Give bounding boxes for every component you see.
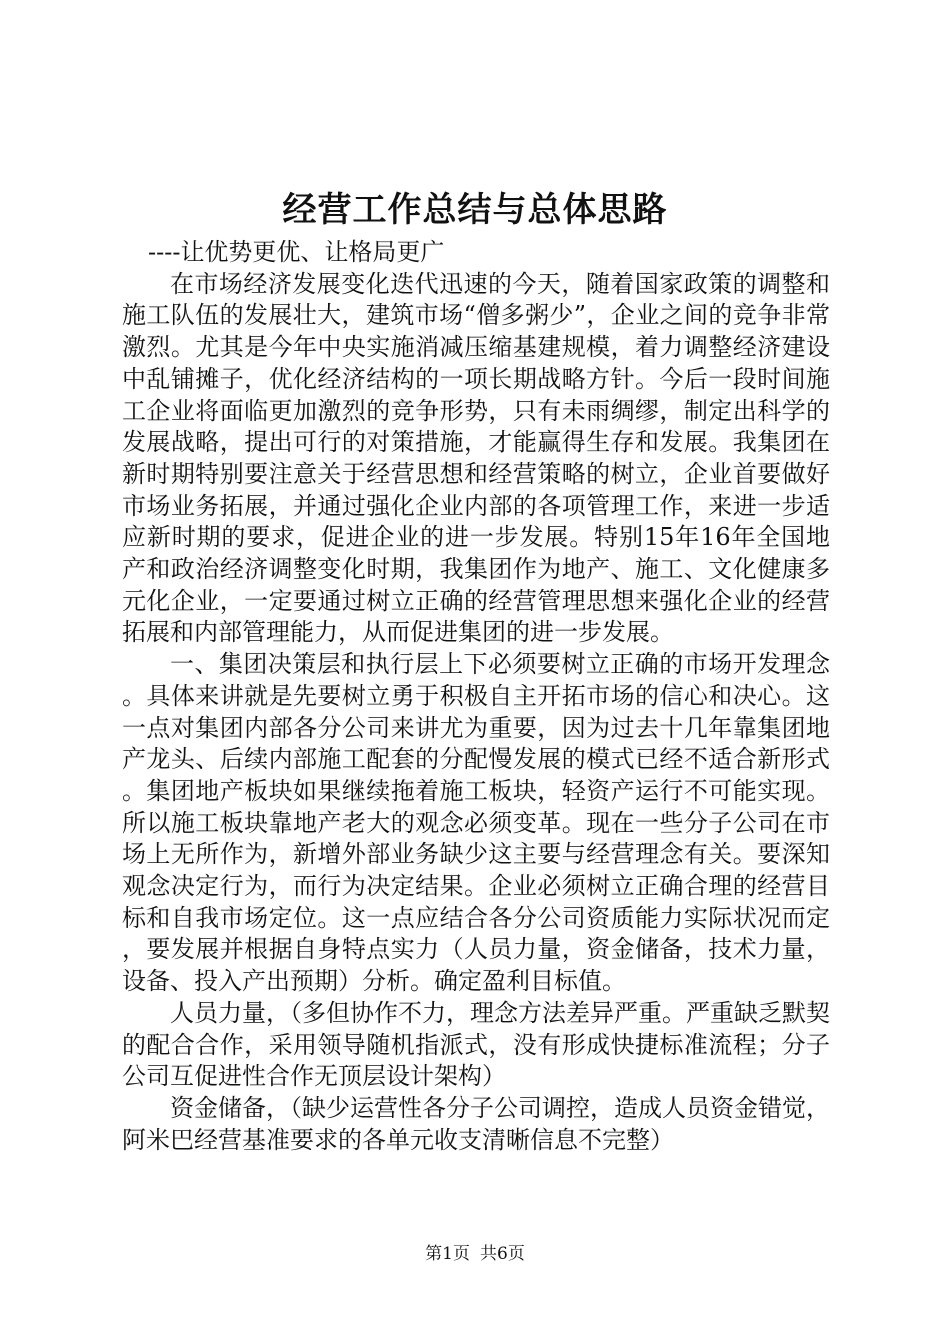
paragraph-intro: 在市场经济发展变化迭代迅速的今天，随着国家政策的调整和施工队伍的发展壮大，建筑市场“僧多粥少”，企业之间的竞争非常激烈。尤其是今年中央实施消减压缩基建规模，着力调整经济建设中乱铺摊子，优化经济结构的一项长期战略方针。今后一段时间施工企业将面临更加激烈的竞争形势，只有未雨绸缪，制定出科学的发展战略，提出可行的对策措施，才能赢得生存和发展。我集团在新时期特别要注意关于经营思想和经营策略的树立，企业首要做好市场业务拓展，并通过强化企业内部的各项管理工作，来进一步适应新时期的要求，促进企业的进一步发展。特别15年16年全国地产和政治经济调整变化时期，我集团作为地产、施工、文化健康多元化企业，一定要通过树立正确的经营管理思想来强化企业的经营拓展和内部管理能力，从而促进集团的进一步发展。 <box>122 269 830 647</box>
paragraph-funds: 资金储备，（缺少运营性各分子公司调控，造成人员资金错觉，阿米巴经营基准要求的各单元收支清晰信息不完整） <box>122 1093 830 1154</box>
page-title: 经营工作总结与总体思路 <box>282 190 668 230</box>
page-footer <box>0 1242 950 1266</box>
document-subtitle: ----让优势更优、让格局更广 <box>148 238 445 266</box>
page-total: 共6页 <box>480 1244 525 1264</box>
page-number: 第1页 <box>425 1244 470 1264</box>
paragraph-section-one: 一、集团决策层和执行层上下必须要树立正确的市场开发理念。具体来讲就是先要树立勇于积极自主开拓市场的信心和决心。这一点对集团内部各分公司来讲尤为重要，因为过去十几年靠集团地产龙头、后续内部施工配套的分配慢发展的模式已经不适合新形式。集团地产板块如果继续拖着施工板块，轻资产运行不可能实现。所以施工板块靠地产老大的观念必须变革。现在一些分子公司在市场上无所作为，新增外部业务缺少这主要与经营理念有关。要深知观念决定行为，而行为决定结果。企业必须树立正确合理的经营目标和自我市场定位。这一点应结合各分公司资质能力实际状况而定，要发展并根据自身特点实力（人员力量，资金储备，技术力量，设备、投入产出预期）分析。确定盈利目标值。 <box>122 650 830 996</box>
document-body <box>122 237 830 1156</box>
paragraph-personnel: 人员力量，（多但协作不力，理念方法差异严重。严重缺乏默契的配合合作，采用领导随机指派式，没有形成快捷标准流程；分子公司互促进性合作无顶层设计架构） <box>122 998 830 1091</box>
